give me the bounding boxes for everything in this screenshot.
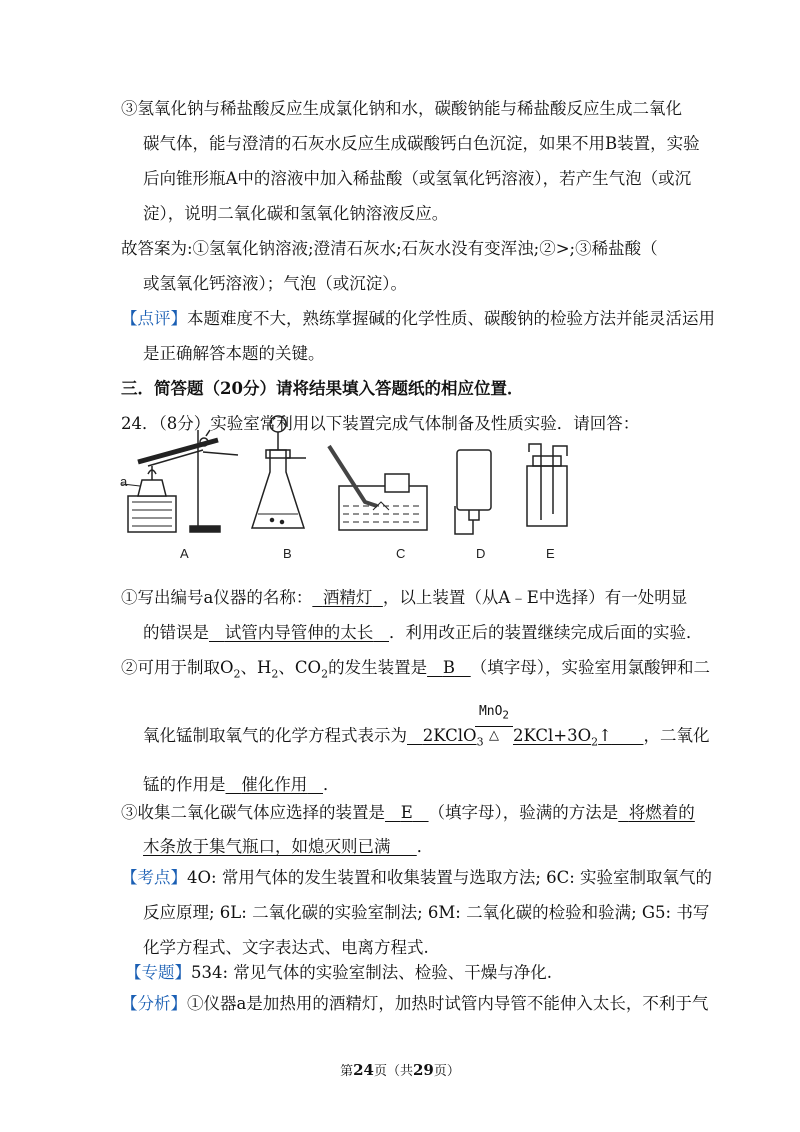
- label-B: B: [283, 546, 292, 561]
- question-stem: 24．（8分）实验室常利用以下装置完成气体制备及性质实验．请回答：: [121, 414, 640, 433]
- kaodian-tag: 【考点】: [121, 868, 187, 887]
- apparatus-d: [455, 450, 491, 534]
- q2-line-2: 氧化锰制取氧气的化学方程式表示为 2KClO$_3$: [143, 726, 484, 749]
- zhuanti-line: 【专题】534: 常见气体的实验室制法、检验、干燥与净化.: [125, 963, 553, 982]
- q3-method-answer: 木条放于集气瓶口，如熄灭则已满: [143, 837, 391, 856]
- kaodian-line-2: 反应原理; 6L: 二氧化碳的实验室制法; 6M: 二氧化碳的检验和验满; G5: 书写: [143, 903, 710, 922]
- apparatus-a: [122, 430, 238, 532]
- kaodian-line-1: 【考点】4O: 常用气体的发生装置和收集装置与选取方法; 6C: 实验室制取氧气的: [121, 868, 713, 887]
- apparatus-figure: [118, 410, 588, 570]
- q2-line-3: 锰的作用是 催化作用 ．: [143, 775, 340, 794]
- q1-answer: 酒精灯: [322, 588, 373, 607]
- equation-condition: MnO$_2$ △: [475, 705, 513, 743]
- label-A: A: [180, 546, 189, 561]
- analysis-line-1: ③氢氧化钠与稀盐酸反应生成氯化钠和水，碳酸钠能与稀盐酸反应生成二氧化: [121, 99, 682, 118]
- q2-answer: B: [442, 658, 455, 677]
- answer-line-1: 故答案为:①氢氧化钠溶液;澄清石灰水;石灰水没有变浑浊;②>;③稀盐酸（: [121, 239, 658, 258]
- page-footer: 第24页（共29页）: [340, 1061, 460, 1079]
- equation-right: $2KCl+3O_2↑$ ，二氧化: [513, 726, 710, 749]
- kaodian-line-3: 化学方程式、文字表达式、电离方程式.: [143, 938, 429, 957]
- review-line-2: 是正确解答本题的关键。: [143, 344, 325, 363]
- apparatus-c: [329, 446, 427, 530]
- review-line-1: [121, 308, 715, 330]
- fenxi-tag: 【分析】: [121, 994, 187, 1013]
- answer-line-2: 或氢氧化钙溶液）；气泡（或沉淀）。: [143, 274, 407, 293]
- q1-line-2: 的错误是 试管内导管伸的太长 ．利用改正后的装置继续完成后面的实验．: [143, 623, 703, 642]
- section-heading: 三．简答题（20分）请将结果填入答题纸的相应位置．: [121, 379, 524, 398]
- fenxi-line: 【分析】①仪器a是加热用的酒精灯，加热时试管内导管不能伸入太长，不利于气: [121, 994, 709, 1013]
- zhuanti-tag: 【专题】: [125, 963, 191, 982]
- analysis-line-4: 淀），说明二氧化碳和氢氧化钠溶液反应。: [143, 204, 449, 223]
- label-D: D: [476, 546, 486, 561]
- label-E: E: [546, 546, 555, 561]
- review-tag: 【点评】: [121, 309, 187, 328]
- q3-answer: E: [400, 803, 413, 822]
- q3-line-2: 木条放于集气瓶口，如熄灭则已满 ．: [143, 837, 434, 856]
- apparatus-b: [252, 416, 306, 528]
- label-a-instrument: a: [120, 474, 128, 489]
- analysis-line-3: 后向锥形瓶A中的溶液中加入稀盐酸（或氢氧化钙溶液），若产生气泡（或沉: [143, 169, 692, 188]
- review-text: 本题难度不大，熟练掌握碱的化学性质、碳酸钠的检验方法并能灵活运用: [187, 309, 715, 328]
- q2-catalyst-answer: 催化作用: [241, 775, 308, 794]
- label-C: C: [396, 546, 406, 561]
- q2-line-1: ②可用于制取$O_2$、$H_2$、$CO_2$的发生装置是 B （填字母），实验室用氯酸钾和二: [121, 658, 710, 681]
- q1-error-answer: 试管内导管伸的太长: [224, 623, 374, 642]
- analysis-line-2: 碳气体，能与澄清的石灰水反应生成碳酸钙白色沉淀，如果不用B装置，实验: [143, 134, 700, 153]
- q1-line-1: ①写出编号a仪器的名称： 酒精灯 ，以上装置（从A﹣E中选择）有一处明显: [121, 588, 688, 607]
- q3-line-1: ③收集二氧化碳气体应选择的装置是 E （填字母），验满的方法是 将燃着的: [121, 803, 695, 822]
- equation-left: 2KClO$_3$: [422, 726, 484, 749]
- apparatus-e: [527, 444, 567, 526]
